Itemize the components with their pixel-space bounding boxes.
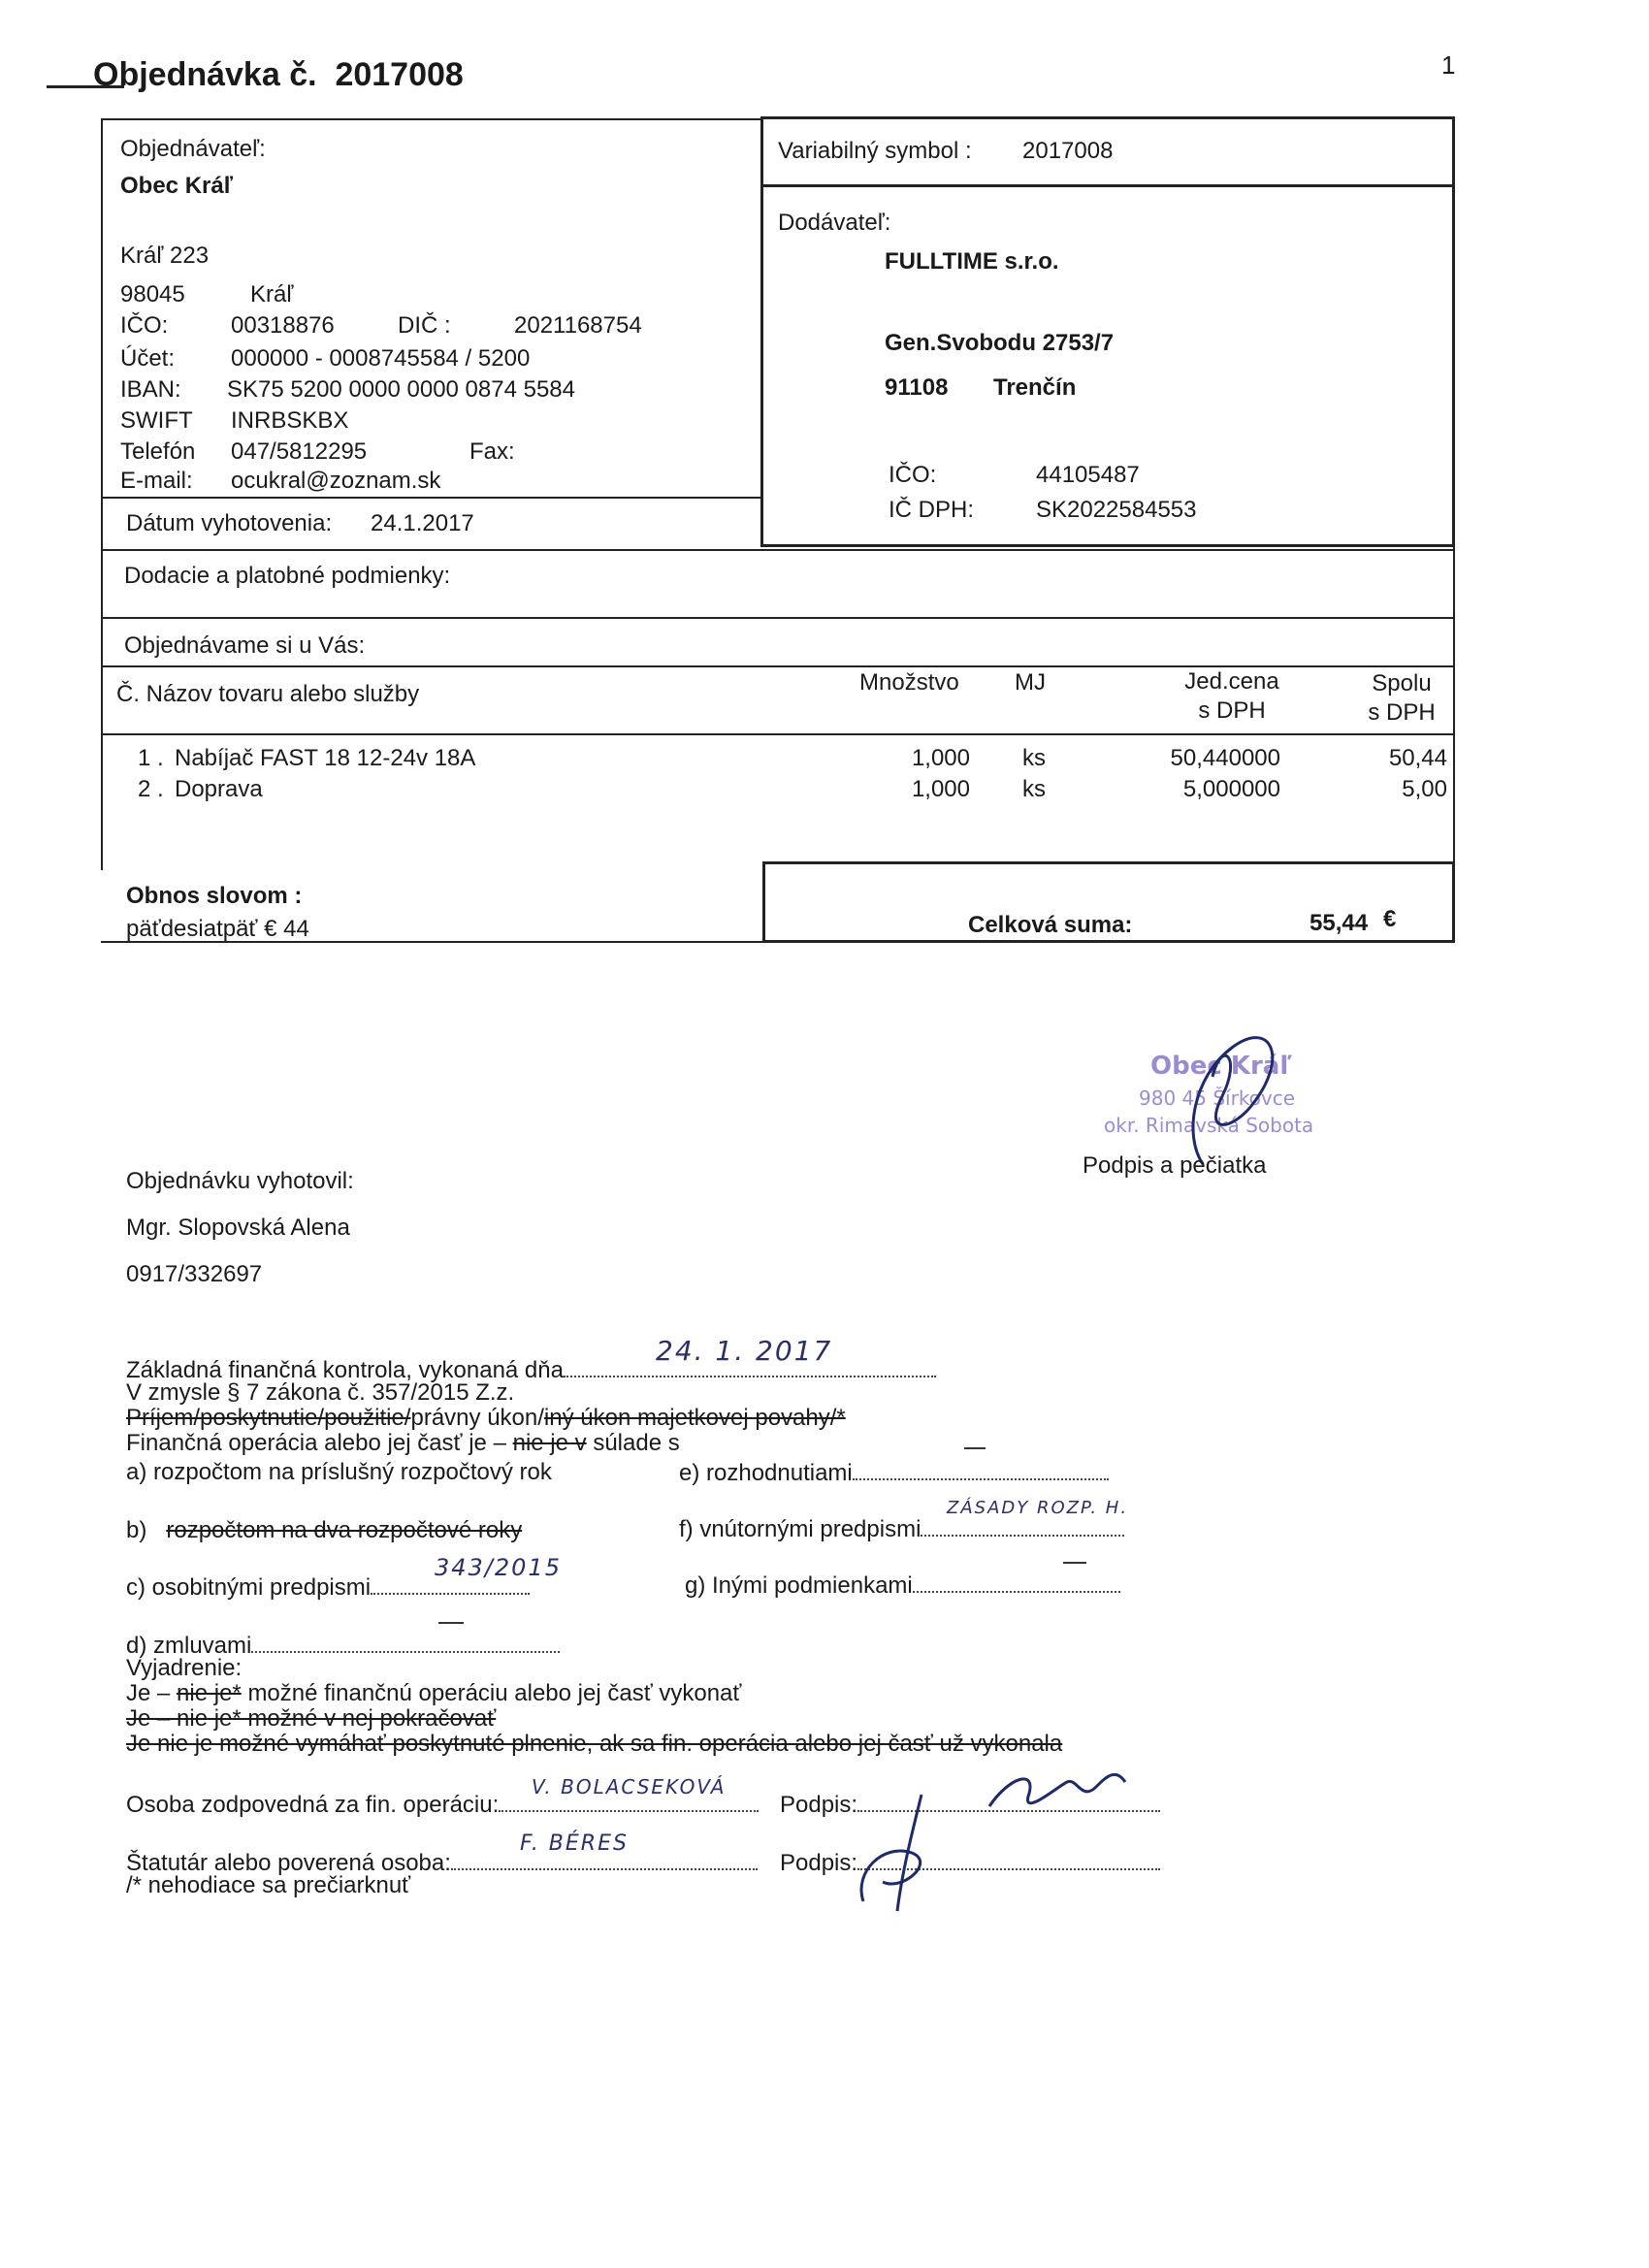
orderer-dic-label: DIČ :: [398, 312, 451, 339]
fc-line-1-text: Základná finančná kontrola, vykonaná dňa: [126, 1357, 564, 1383]
fc-line-4-b: súlade s: [593, 1430, 680, 1456]
row-total: 5,00: [1402, 776, 1447, 802]
fc-statement-1: [126, 1680, 741, 1707]
orderer-swift-label: SWIFT: [120, 407, 193, 434]
col-header-total: [1339, 669, 1465, 728]
table-header-bottom: [101, 733, 1455, 735]
row-qty: 1,000: [911, 745, 970, 771]
fc-statement-3: Je nie je možné vymáhať poskytnuté plnenie, ak sa fin. operácia alebo jej časť už vykonala: [126, 1731, 1063, 1757]
orderer-iban: SK75 5200 0000 0000 0874 5584: [227, 376, 576, 403]
orderer-fax-label: Fax:: [469, 438, 515, 465]
supplier-ico: 44105487: [1036, 462, 1140, 488]
prepared-by-phone: 0917/332697: [126, 1261, 263, 1287]
handwritten-signature: [980, 1758, 1135, 1826]
prepared-by-label: Objednávku vyhotovil:: [126, 1168, 354, 1194]
col-header-qty: Množstvo: [859, 669, 959, 696]
fc-responsible-handwritten: V. BOLACSEKOVÁ: [532, 1775, 727, 1798]
stamp-line-2: 980 45 Šírkovce: [1139, 1086, 1296, 1110]
orderer-ico: 00318876: [231, 312, 335, 339]
fc-item-b-prefix: b): [126, 1517, 147, 1543]
fc-statement-1-b: možné finančnú operáciu alebo jej časť vykonať: [247, 1680, 742, 1706]
orderer-zip: 98045: [120, 281, 185, 308]
page-number: 1: [1441, 50, 1456, 80]
fc-line-3-mid: právny úkon/: [410, 1405, 544, 1431]
fc-date-handwritten: 24. 1. 2017: [656, 1335, 833, 1367]
supplier-ico-label: IČO:: [889, 462, 937, 488]
fc-statutory-handwritten: F. BÉRES: [520, 1831, 629, 1856]
fc-signature-2-label: Podpis:: [780, 1850, 858, 1876]
amount-words-label: Obnos slovom :: [126, 883, 303, 909]
orderer-swift: INRBSKBX: [231, 407, 349, 434]
fc-item-d-dots: [251, 1630, 560, 1653]
fc-item-e-text: e) rozhodnutiami: [679, 1460, 853, 1486]
fc-item-b-struck: rozpočtom na dva rozpočtové roky: [166, 1517, 523, 1543]
fc-dash-mark: [1063, 1562, 1086, 1564]
fc-item-e-dots: [853, 1457, 1109, 1480]
stamp-line-3: okr. Rimavská Sobota: [1104, 1114, 1314, 1137]
row-unit: ks: [1022, 745, 1046, 771]
variable-symbol-value: 2017008: [1022, 138, 1114, 164]
fc-item-c-text: c) osobitnými predpismi: [126, 1574, 372, 1601]
orderer-street: Kráľ 223: [120, 243, 210, 269]
orderer-email: ocukral@zoznam.sk: [231, 468, 441, 494]
col-header-unit-price-2: s DPH: [1198, 697, 1266, 724]
order-title: [93, 56, 464, 94]
vs-divider: [760, 184, 1455, 187]
signature-caption: Podpis a pečiatka: [1083, 1152, 1267, 1179]
creation-date-label: Dátum vyhotovenia:: [126, 510, 333, 536]
orderer-city: Kráľ: [250, 281, 294, 308]
stamp-line-1: Obec Kráľ: [1150, 1052, 1292, 1081]
fc-line-3: [126, 1405, 846, 1432]
amount-words-value: päťdesiatpäť € 44: [126, 916, 309, 942]
fc-item-f-text: f) vnútornými predpismi: [679, 1516, 922, 1542]
fc-statutory-label: Štatutár alebo poverená osoba:: [126, 1850, 451, 1876]
fc-signature-1-label: Podpis:: [780, 1792, 858, 1818]
row-qty: 1,000: [911, 776, 970, 802]
row-number: 2 .: [138, 776, 164, 802]
orderer-phone: 047/5812295: [231, 438, 368, 465]
fc-line-4-struck: nie je v: [512, 1430, 587, 1456]
supplier-zip: 91108: [885, 374, 949, 401]
col-header-name: Č. Názov tovaru alebo služby: [116, 681, 420, 707]
order-title-label: Objednávka č.: [93, 56, 317, 93]
supplier-city: Trenčín: [993, 374, 1077, 401]
fc-line-4-a: Finančná operácia alebo jej časť je –: [126, 1430, 506, 1456]
orderer-email-label: E-mail:: [120, 468, 193, 494]
terms-top: [101, 549, 1455, 551]
col-header-total-2: s DPH: [1368, 699, 1436, 726]
fc-line-3-struck: Príjem/poskytnutie/použitie/: [126, 1405, 411, 1431]
total-currency: €: [1383, 906, 1397, 932]
supplier-name: FULLTIME s.r.o.: [885, 248, 1059, 275]
variable-symbol-label: Variabilný symbol :: [778, 138, 972, 164]
orderer-name: Obec Kráľ: [120, 173, 233, 199]
fc-item-g: [685, 1570, 1120, 1600]
orderer-account: 000000 - 0008745584 / 5200: [231, 345, 531, 372]
stamp-signature: [1164, 1019, 1300, 1174]
fc-statement-label: Vyjadrenie:: [126, 1655, 242, 1681]
fc-item-c-handwritten: 343/2015: [435, 1554, 562, 1581]
fc-item-a: a) rozpočtom na príslušný rozpočtový rok: [126, 1459, 552, 1485]
supplier-icdph: SK2022584553: [1036, 497, 1197, 523]
fc-responsible-label: Osoba zodpovedná za fin. operáciu:: [126, 1792, 500, 1818]
col-header-unit-price-1: Jed.cena: [1184, 668, 1279, 695]
total-label: Celková suma:: [968, 912, 1133, 938]
handwritten-signature: [844, 1785, 980, 1921]
total-value: 55,44: [1310, 910, 1369, 936]
order-intro: Objednávame si u Vás:: [124, 632, 366, 659]
fc-statement-1-a: Je –: [126, 1680, 171, 1706]
fc-item-g-dots: [913, 1570, 1120, 1593]
orderer-ico-label: IČO:: [120, 312, 169, 339]
fc-item-d-text: d) zmluvami: [126, 1633, 252, 1659]
supplier-label: Dodávateľ:: [778, 210, 891, 236]
fc-dash-mark: [438, 1622, 464, 1624]
fc-line-2: V zmysle § 7 zákona č. 357/2015 Z.z.: [126, 1379, 515, 1406]
date-divider: [101, 497, 760, 499]
supplier-street: Gen.Svobodu 2753/7: [885, 330, 1115, 356]
terms-label: Dodacie a platobné podmienky:: [124, 563, 451, 589]
row-unit: ks: [1022, 776, 1046, 802]
row-price: 50,440000: [1170, 745, 1280, 771]
row-total: 50,44: [1388, 745, 1447, 771]
fc-item-b: [126, 1517, 522, 1544]
fc-item-f-handwritten: ZÁSADY ROZP. H.: [947, 1498, 1129, 1518]
prepared-by-name: Mgr. Slopovská Alena: [126, 1215, 350, 1241]
intro-divider: [101, 617, 1455, 619]
order-number: 2017008: [335, 56, 464, 93]
fc-line-3-struck-2: iný úkon majetkovej povahy/*: [543, 1405, 846, 1431]
row-name: Nabíjač FAST 18 12-24v 18A: [175, 745, 476, 771]
orderer-phone-label: Telefón: [120, 438, 196, 465]
col-header-total-1: Spolu: [1372, 670, 1432, 697]
row-name: Doprava: [175, 776, 263, 802]
row-price: 5,000000: [1182, 776, 1280, 802]
frame-top-left: [101, 118, 760, 120]
col-header-unit-price: [1125, 667, 1339, 726]
fc-item-e: [679, 1457, 1109, 1487]
fc-statement-1-struck: nie je*: [177, 1680, 242, 1706]
fc-dash-mark: [964, 1447, 986, 1449]
orderer-account-label: Účet:: [120, 345, 176, 372]
fc-statement-2: Je – nie je* možné v nej pokračovať: [126, 1705, 497, 1732]
fc-line-4: [126, 1430, 680, 1457]
orderer-label: Objednávateľ:: [120, 136, 266, 162]
fc-item-g-text: g) Inými podmienkami: [685, 1572, 913, 1599]
fc-footnote: /* nehodiace sa prečiarknuť: [126, 1872, 411, 1898]
row-number: 1 .: [138, 745, 164, 771]
orderer-dic: 2021168754: [514, 312, 642, 339]
col-header-unit: MJ: [1015, 669, 1046, 696]
creation-date: 24.1.2017: [371, 510, 474, 536]
frame-left: [101, 118, 103, 870]
supplier-icdph-label: IČ DPH:: [889, 497, 975, 523]
orderer-iban-label: IBAN:: [120, 376, 181, 403]
